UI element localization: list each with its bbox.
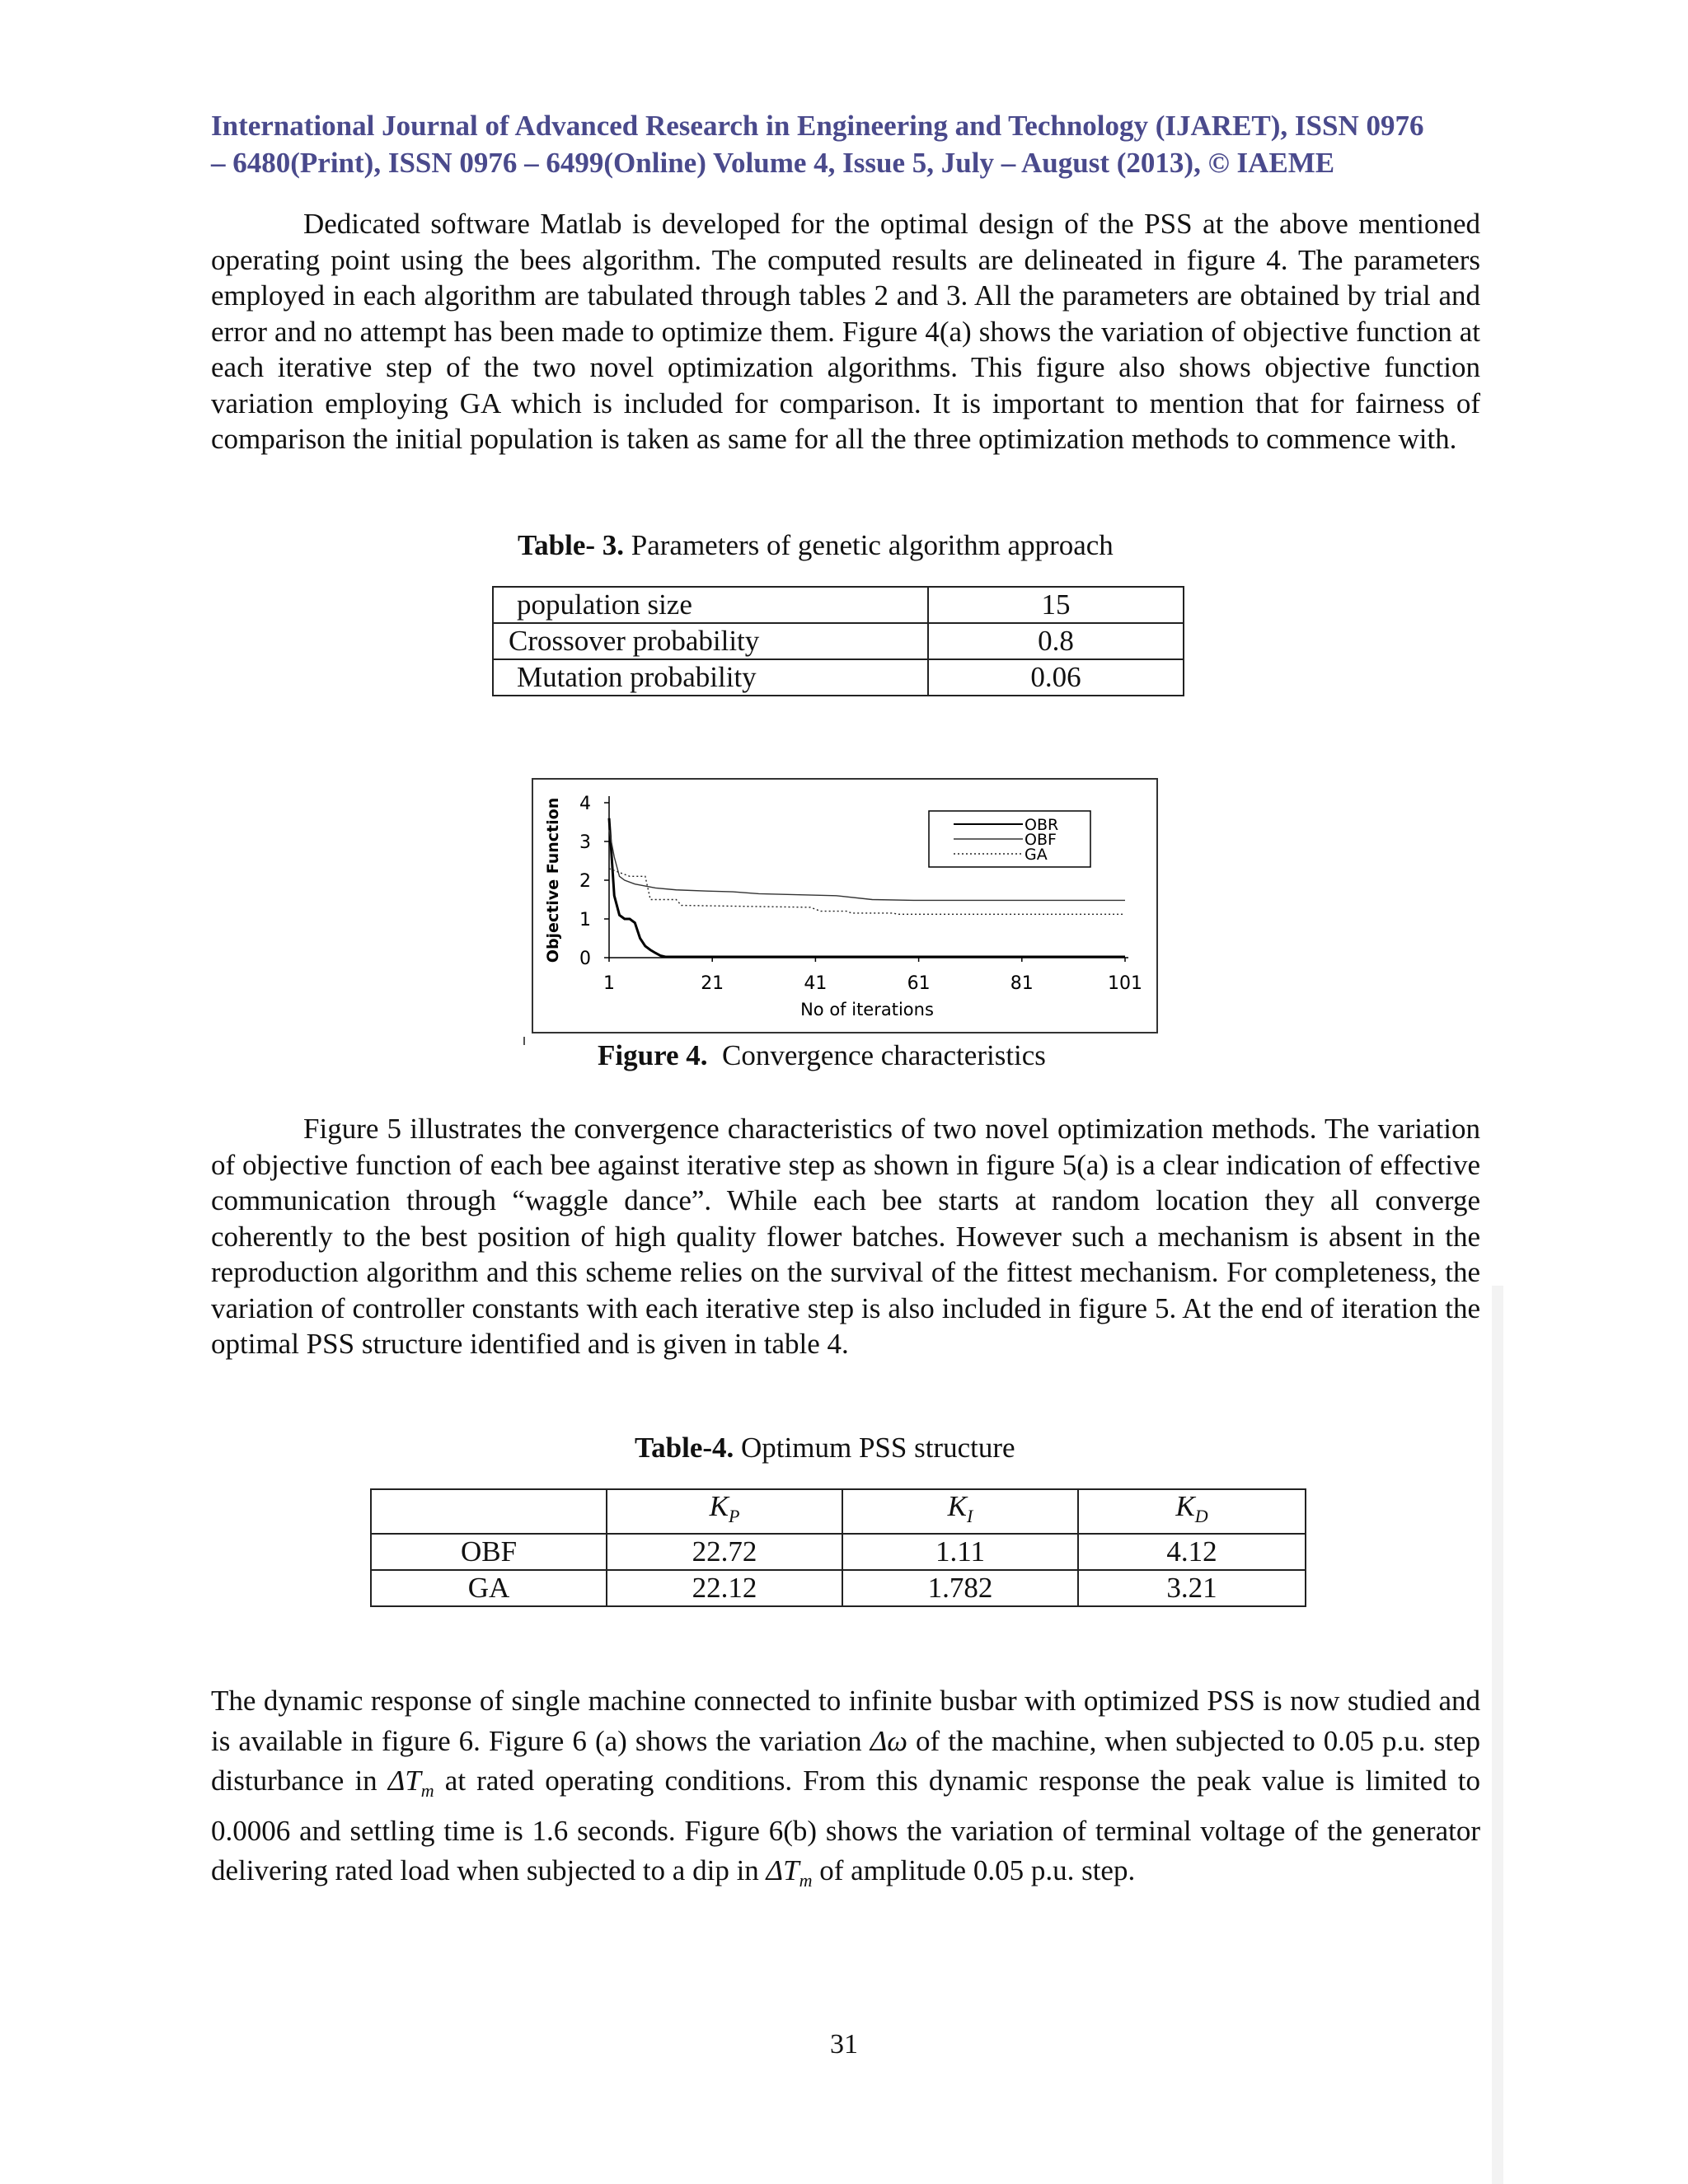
table-row: [371, 1489, 1306, 1534]
table3-cell-label: Mutation probability: [493, 659, 928, 696]
table4-cell-kd: 3.21: [1078, 1570, 1306, 1606]
paragraph-dynamic-text-1: The dynamic response of single machine connected to infinite busbar with optimized PSS is now studied and is available in figure 6. Figure 6 (a) shows the variation: [211, 1685, 1480, 1757]
x-axis-label: No of iterations: [800, 1000, 934, 1019]
stray-mark: [523, 1037, 525, 1045]
paragraph-dynamic-text-2: of the machine, when subjected to 0.05 p.u. step disturbance in: [211, 1724, 1480, 1797]
table3-caption-text: Parameters of genetic algorithm approach: [624, 529, 1114, 561]
table-row: [493, 623, 1184, 659]
table4-cell-ki: 1.11: [842, 1534, 1078, 1570]
x-tick-label: 1: [603, 973, 615, 994]
table3-cell-value: 0.06: [928, 659, 1184, 696]
y-tick-label: 0: [579, 949, 591, 969]
table3-cell-label: Crossover probability: [493, 623, 928, 659]
x-tick-label: 101: [1108, 973, 1142, 994]
x-tick-label: 81: [1010, 973, 1034, 994]
table4-cell-kp: 22.12: [607, 1570, 842, 1606]
table-row: [493, 659, 1184, 696]
paragraph-dynamic-text-4: of amplitude 0.05 p.u. step.: [812, 1854, 1136, 1886]
table4-cell-ki: 1.782: [842, 1570, 1078, 1606]
paragraph-matlab: [211, 206, 1480, 457]
y-tick-label: 4: [579, 794, 591, 814]
delta-omega-symbol: Δω: [870, 1724, 907, 1757]
table4-pss-structure: [370, 1488, 1306, 1607]
table3-cell-value: 15: [928, 587, 1184, 623]
table3-caption-label: Table- 3.: [518, 529, 625, 561]
convergence-chart-svg: [533, 780, 1160, 1035]
paragraph-matlab-text: Dedicated software Matlab is developed for the optimal design of the PSS at the above mentioned operating point using the bees algorithm. The computed results are delineated in figure 4. The parameters employed in each algorithm are tabulated through tables 2 and 3. All the parameters are obtained by trial and error and no attempt has been made to optimize them. Figure 4(a) shows the variation of objective function at each iterative step of the two novel optimization algorithms. This figure also shows objective function variation employing GA which is included for comparison. It is important to mention that for fairness of comparison the initial population is taken as same for all the three optimization methods to commence with.: [211, 208, 1480, 455]
table-row: [371, 1534, 1306, 1570]
page-number: 31: [830, 2029, 858, 2060]
table4-header-kd: $K_D$: [1078, 1489, 1306, 1534]
convergence-chart: [532, 778, 1158, 1033]
table3-cell-label: population size: [493, 587, 928, 623]
x-tick-label: 61: [907, 973, 931, 994]
y-tick-label: 3: [579, 832, 591, 853]
delta-tm-symbol: $\Delta T_m$: [387, 1765, 434, 1801]
table-row: [371, 1570, 1306, 1606]
x-tick-label: 21: [701, 973, 724, 994]
table4-cell-kp: 22.72: [607, 1534, 842, 1570]
y-tick-label: 1: [579, 910, 591, 930]
table4-cell-method: GA: [371, 1570, 607, 1606]
table4-cell-method: OBF: [371, 1534, 607, 1570]
paragraph-dynamic-response: [211, 1681, 1480, 1901]
table-row: [493, 587, 1184, 623]
paragraph-dynamic-text-3: at rated operating conditions. From this dynamic response the peak value is limited to 0.0006 and settling time is 1.6 seconds. Figure 6(b) shows the variation of terminal voltage of the generator delivering rated load when subjected to a dip in: [211, 1765, 1480, 1886]
x-tick-label: 41: [804, 973, 828, 994]
table4-header-ki: $K_I$: [842, 1489, 1078, 1534]
journal-header-line1: International Journal of Advanced Research in Engineering and Technology (IJARET), ISSN 0976: [211, 110, 1424, 142]
delta-tm-symbol: $\Delta T_m$: [766, 1854, 813, 1891]
table4-caption-text: Optimum PSS structure: [734, 1432, 1015, 1464]
paragraph-figure5: [211, 1111, 1480, 1362]
y-axis-label: Objective Function: [544, 797, 562, 963]
paragraph-figure5-text: Figure 5 illustrates the convergence characteristics of two novel optimization methods. The variation of objective function of each bee against iterative step as shown in figure 5(a) is a clear indication of effective communication through “waggle dance”. While each bee starts at random location they all converge coherently to the best position of high quality flower batches. However such a mechanism is absent in the reproduction algorithm and this scheme relies on the survival of the fittest mechanism. For completeness, the variation of controller constants with each iterative step is also included in figure 5. At the end of iteration the optimal PSS structure identified and is given in table 4.: [211, 1113, 1480, 1360]
table3-ga-parameters: [492, 586, 1184, 696]
series-line-ga: [609, 869, 1125, 914]
table4-caption: [635, 1430, 1015, 1466]
table4-header-empty: [371, 1489, 607, 1534]
y-tick-label: 2: [579, 871, 591, 892]
table3-cell-value: 0.8: [928, 623, 1184, 659]
table4-caption-label: Table-4.: [635, 1432, 734, 1464]
figure4-caption-label: Figure 4.: [598, 1039, 708, 1071]
table4-cell-kd: 4.12: [1078, 1534, 1306, 1570]
figure4-caption: [598, 1038, 1046, 1074]
legend-label-obr: OBR: [1025, 816, 1059, 834]
figure4-caption-text: Convergence characteristics: [707, 1039, 1046, 1071]
journal-header-line2: – 6480(Print), ISSN 0976 – 6499(Online) Volume 4, Issue 5, July – August (2013), © IAEME: [211, 147, 1335, 179]
legend-label-obf: OBF: [1025, 831, 1057, 849]
table4-header-kp: $K_P$: [607, 1489, 842, 1534]
table3-caption: [518, 527, 1114, 564]
legend-label-ga: GA: [1025, 846, 1048, 864]
journal-header: [211, 107, 1480, 181]
